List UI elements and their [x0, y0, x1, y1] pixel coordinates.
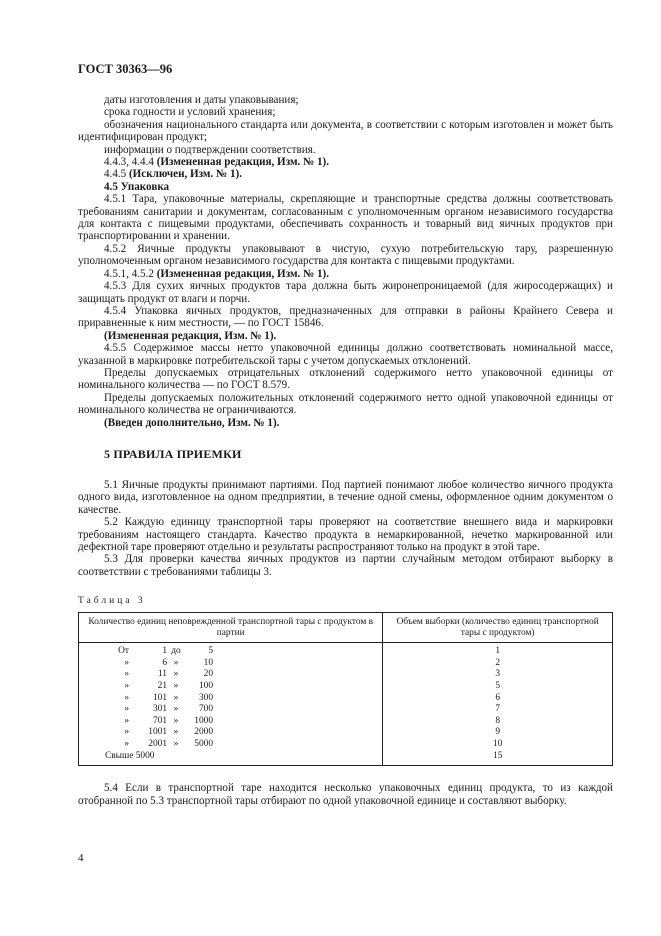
lot-range-part: »: [173, 704, 179, 715]
sample-size-value: 9: [495, 727, 501, 738]
page-number: 4: [78, 852, 84, 864]
clause-451-452: [78, 268, 613, 280]
table-row: [79, 716, 382, 728]
lot-range-part: 101: [152, 692, 167, 703]
lot-range-part: 301: [152, 704, 167, 715]
lot-range-part: 20: [203, 669, 213, 680]
amendment-note: (Измененная редакция, Изм. № 1).: [156, 267, 330, 280]
list-item: даты изготовления и даты упаковывания;: [104, 94, 299, 106]
lot-range-part: »: [173, 738, 179, 749]
clause-454: 4.5.4 Упаковка яичных продуктов, предназначенных для отправки в районы Крайнего Севера и приравненные к ним местности, — по ГОСТ 15846.: [78, 304, 613, 330]
lot-range-text: Свыше 5000: [105, 750, 155, 761]
clause-455-part3: Пределы допускаемых положительных отклонений содержимого нетто одной упаковочной единицы от номинального количества не ограничиваются.: [78, 391, 613, 417]
lot-range-part: 10: [203, 657, 213, 668]
column-header: Количество единиц неповрежденной транспортной тары с продуктом в партии: [79, 613, 383, 643]
list-item: срока годности и условий хранения;: [104, 106, 276, 119]
lot-range-part: 700: [198, 704, 213, 715]
table-row: [79, 739, 382, 751]
sample-size-value: 1: [495, 646, 501, 657]
clause-443-444: [78, 156, 613, 168]
clause-455: 4.5.5 Содержимое массы нетто упаковочной единицы должно соответствовать номинальной массе, указанной в маркировке потребительской тары с учетом допускаемых отклонений.: [78, 342, 613, 367]
lot-range-part: 2000: [194, 727, 213, 738]
lot-range-part: »: [124, 704, 129, 715]
sample-size-value: 10: [493, 738, 503, 749]
amendment-note: (Исключен, Изм. № 1).: [128, 168, 242, 181]
lot-range-part: до: [171, 646, 181, 657]
lot-range-part: 5000: [194, 738, 213, 749]
clause-54: 5.4 Если в транспортной таре находится несколько упаковочных единиц продукта, то из каждой отобранной по 5.3 транспортной тары отбирают по одной упаковочной единице и составляют выборку.: [78, 782, 613, 807]
sample-size-value: 8: [495, 715, 501, 726]
clause-455-part2: Пределы допускаемых отрицательных отклонений содержимого нетто упаковочной единицы от номинального количества — по ГОСТ 8.579.: [78, 366, 613, 392]
table-row: [79, 658, 382, 670]
table-row: [79, 727, 382, 739]
clause-number: 4.4.3, 4.4.4: [104, 156, 154, 169]
lot-range-part: »: [124, 657, 129, 668]
amendment-note: (Измененная редакция, Изм. № 1).: [104, 329, 277, 342]
table-header-row: [79, 613, 613, 643]
sample-size-column: [383, 643, 613, 766]
subsection-heading: 4.5 Упаковка: [104, 180, 170, 193]
table-row: [79, 669, 382, 681]
lot-range-part: 21: [157, 681, 167, 691]
lot-range-part: 100: [198, 681, 213, 691]
sample-size-value: 3: [495, 669, 501, 680]
clause-452: 4.5.2 Яичные продукты упаковывают в чистую, сухую потребительскую тару, разрешенную уполномоченным органом независимого государства для контакта с пищевыми продуктами.: [78, 242, 613, 268]
clause-53: 5.3 Для проверки качества яичных продуктов из партии случайным методом отбирают выборку в соответствии с требованиями таблицы 3.: [78, 553, 613, 578]
sample-size-value: 6: [495, 692, 501, 703]
lot-range-part: 11: [157, 669, 167, 680]
table-row: [79, 704, 382, 716]
clause-453: 4.5.3 Для сухих яичных продуктов тара должна быть жиронепроницаемой (для жиросодержащих) и защищать продукт от влаги и порчи.: [78, 280, 613, 305]
lot-range-part: »: [124, 715, 129, 726]
clause-number: 4.4.5: [104, 168, 127, 181]
list-item: обозначения национального стандарта или документа, в соответствии с которым изготовлен и может быть идентифицирован продукт;: [78, 118, 613, 144]
sample-size-value: 7: [495, 704, 501, 715]
lot-range-part: »: [173, 715, 179, 726]
lot-range-part: 5: [208, 646, 213, 657]
sample-size-value: 5: [495, 681, 501, 691]
lot-range-part: 1: [162, 646, 167, 657]
table-row: [79, 693, 382, 705]
lot-range-part: »: [124, 681, 129, 691]
clause-445: [78, 168, 613, 180]
table-row: [79, 646, 382, 658]
clause-51: 5.1 Яичные продукты принимают партиями. Под партией понимают любое количество яичного продукта одного вида, изготовленное на одном предприятии, в течение одной смены, оформленное одним документом о качестве.: [78, 478, 613, 516]
lot-range-part: »: [173, 681, 179, 691]
lot-range-part: 6: [162, 657, 167, 668]
lot-range-part: »: [173, 657, 179, 668]
lot-range-part: 1000: [194, 715, 213, 726]
sample-size-value: 15: [493, 750, 503, 761]
lot-range-part: »: [124, 727, 129, 738]
column-header: Объем выборки (количество единиц транспортной тары с продуктом): [383, 613, 613, 643]
lot-size-column: [79, 643, 383, 766]
lot-range-part: »: [173, 692, 179, 703]
lot-range-part: 300: [198, 692, 213, 703]
lot-range-part: »: [173, 727, 179, 738]
amendment-note: (Измененная редакция, Изм. № 1).: [156, 156, 330, 169]
lot-range-part: »: [124, 669, 129, 680]
lot-range-part: От: [118, 646, 129, 657]
document-page: [78, 62, 613, 807]
table-body-row: [79, 643, 613, 766]
standard-header: ГОСТ 30363—96: [78, 62, 173, 76]
lot-range-part: 701: [152, 715, 167, 726]
list-item: информации о подтверждении соответствия.: [104, 143, 316, 156]
lot-range-part: 2001: [148, 738, 167, 749]
clause-number: 4.5.1, 4.5.2: [104, 267, 154, 280]
table-row: [79, 681, 382, 693]
section-heading: 5 ПРАВИЛА ПРИЕМКИ: [104, 446, 242, 461]
table-row: [79, 751, 382, 763]
lot-range-part: »: [173, 669, 179, 680]
sample-size-value: 2: [495, 657, 501, 668]
lot-range-part: »: [124, 692, 129, 703]
lot-range-part: »: [124, 738, 129, 749]
amendment-note: (Введен дополнительно, Изм. № 1).: [104, 416, 280, 429]
clause-52: 5.2 Каждую единицу транспортной тары проверяют на соответствие внешнего вида и маркировки требованиям настоящего стандарта. Качество продукта в немаркированной, нечетко маркированной или дефектной таре проверяют отдельно и результаты распространяют только на продукт в этой таре.: [78, 516, 613, 553]
table-caption: Таблица 3: [78, 596, 146, 607]
clause-451: 4.5.1 Тара, упаковочные материалы, скрепляющие и транспортные средства должны соответствовать требованиям санитарии и документам, согласованным с уполномоченным органом независимого государства для контакта с пищевыми продуктами, обеспечивать сохранность и товарный вид яичных продуктов при транспортировании и хранении.: [78, 193, 613, 243]
lot-range-part: 1001: [148, 727, 167, 738]
sample-size-table: [78, 612, 613, 766]
